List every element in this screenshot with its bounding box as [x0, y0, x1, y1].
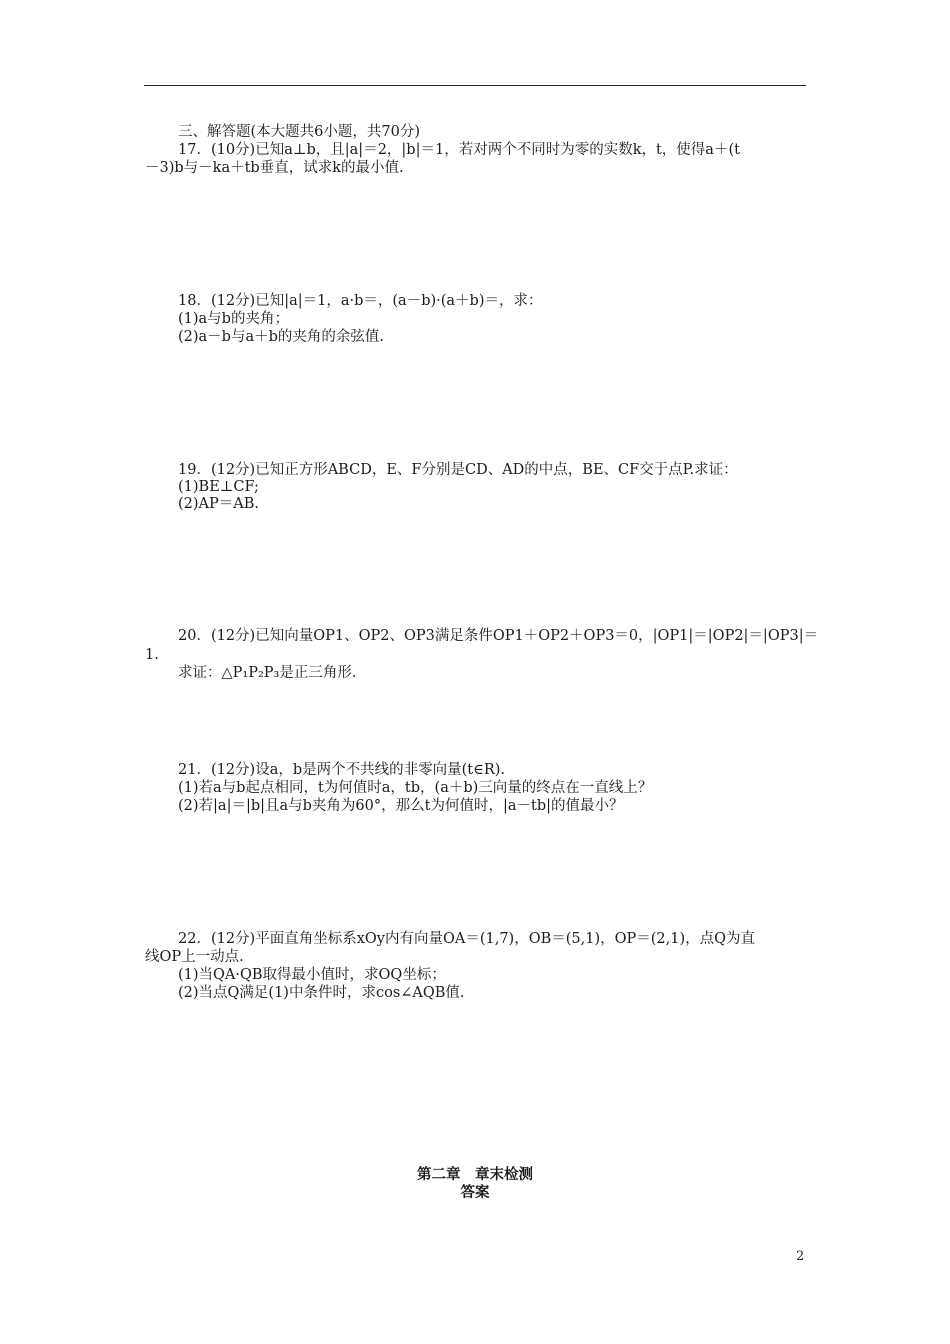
answer-title: 答案: [460, 1185, 490, 1201]
question-21-part-1: (1)若a与b起点相同，t为何值时a，tb，(a＋b)三向量的终点在一直线上？: [178, 780, 653, 796]
question-18-part-2: (2)a－b与a＋b的夹角的余弦值.: [178, 329, 385, 345]
header-rule: [144, 85, 806, 86]
question-21-line-1: 21．(12分)设a，b是两个不共线的非零向量(t∈R).: [178, 762, 506, 778]
question-20-line-1: 20．(12分)已知向量OP1、OP2、OP3满足条件OP1＋OP2＋OP3＝0，|OP1|＝|OP2|＝|OP3|＝: [178, 628, 819, 644]
question-22-part-1: (1)当QA·QB取得最小值时，求OQ坐标；: [178, 967, 446, 983]
question-17-line-1: 17．(10分)已知a⊥b，且|a|＝2，|b|＝1，若对两个不同时为零的实数k，t，使得a＋(t: [178, 142, 740, 158]
question-20-line-3: 求证：△P₁P₂P₃是正三角形.: [178, 665, 357, 681]
question-22-line-1: 22．(12分)平面直角坐标系xOy内有向量OA＝(1,7)，OB＝(5,1)，OP＝(2,1)，点Q为直: [178, 931, 756, 947]
section-heading: 三、解答题(本大题共6小题，共70分): [178, 124, 420, 140]
question-18-part-1: (1)a与b的夹角；: [178, 311, 289, 327]
question-20-line-2: 1.: [145, 647, 159, 663]
page-number: 2: [796, 1249, 805, 1264]
chapter-title: 第二章 章末检测: [417, 1167, 533, 1183]
question-19-part-2: (2)AP＝AB.: [178, 496, 260, 512]
question-17-line-2: －3)b与－ka＋tb垂直，试求k的最小值.: [145, 160, 404, 176]
question-22-part-2: (2)当点Q满足(1)中条件时，求cos∠AQB值.: [178, 985, 465, 1001]
question-21-part-2: (2)若|a|＝|b|且a与b夹角为60°，那么t为何值时，|a－tb|的值最小？: [178, 798, 624, 814]
question-19-line-1: 19．(12分)已知正方形ABCD，E、F分别是CD、AD的中点，BE、CF交于点P.求证：: [178, 462, 738, 478]
question-19-part-1: (1)BE⊥CF;: [178, 479, 259, 495]
question-18-line-1: 18．(12分)已知|a|＝1，a·b＝，(a－b)·(a＋b)＝，求：: [178, 293, 543, 309]
question-22-line-2: 线OP上一动点.: [145, 949, 244, 965]
